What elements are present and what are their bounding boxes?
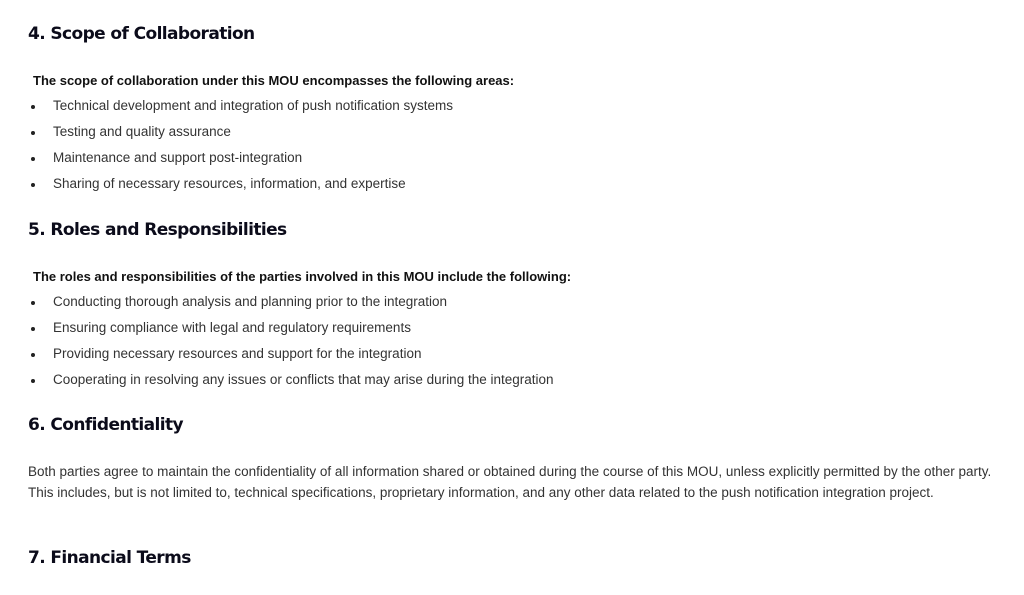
list-item-text: Providing necessary resources and support for the integration [53,346,422,361]
section-intro: The roles and responsibilities of the parties involved in this MOU include the following: [33,269,572,284]
bullet-icon [31,131,35,135]
section-heading: 4. Scope of Collaboration [28,24,255,44]
bullet-list [28,98,453,202]
bullet-icon [31,105,35,109]
list-item-text: Sharing of necessary resources, information, and expertise [53,176,406,191]
list-item [28,320,554,346]
section-body: Both parties agree to maintain the confidentiality of all information shared or obtained during the course of this MOU, unless explicitly permitted by the other party. This includes, but is not limited to, technical specifications, proprietary information, and any other data related to the push notification integration project. [28,464,992,500]
list-item-text: Cooperating in resolving any issues or conflicts that may arise during the integration [53,372,554,387]
list-item-text: Ensuring compliance with legal and regulatory requirements [53,320,411,335]
bullet-icon [31,327,35,331]
bullet-icon [31,353,35,357]
list-item [28,150,453,176]
list-item [28,176,453,202]
list-item [28,346,554,372]
list-item-text: Technical development and integration of push notification systems [53,98,453,113]
section-heading: 7. Financial Terms [28,548,191,568]
list-item [28,98,453,124]
section-intro: The scope of collaboration under this MOU encompasses the following areas: [33,73,515,88]
list-item-text: Maintenance and support post-integration [53,150,303,165]
bullet-icon [31,301,35,305]
list-item-text: Testing and quality assurance [53,124,231,139]
list-item [28,372,554,398]
section-heading: 5. Roles and Responsibilities [28,220,287,240]
bullet-list [28,294,554,398]
bullet-icon [31,157,35,161]
bullet-icon [31,379,35,383]
list-item [28,124,453,150]
bullet-icon [31,183,35,187]
list-item [28,294,554,320]
section-heading: 6. Confidentiality [28,415,183,435]
list-item-text: Conducting thorough analysis and planning prior to the integration [53,294,448,309]
